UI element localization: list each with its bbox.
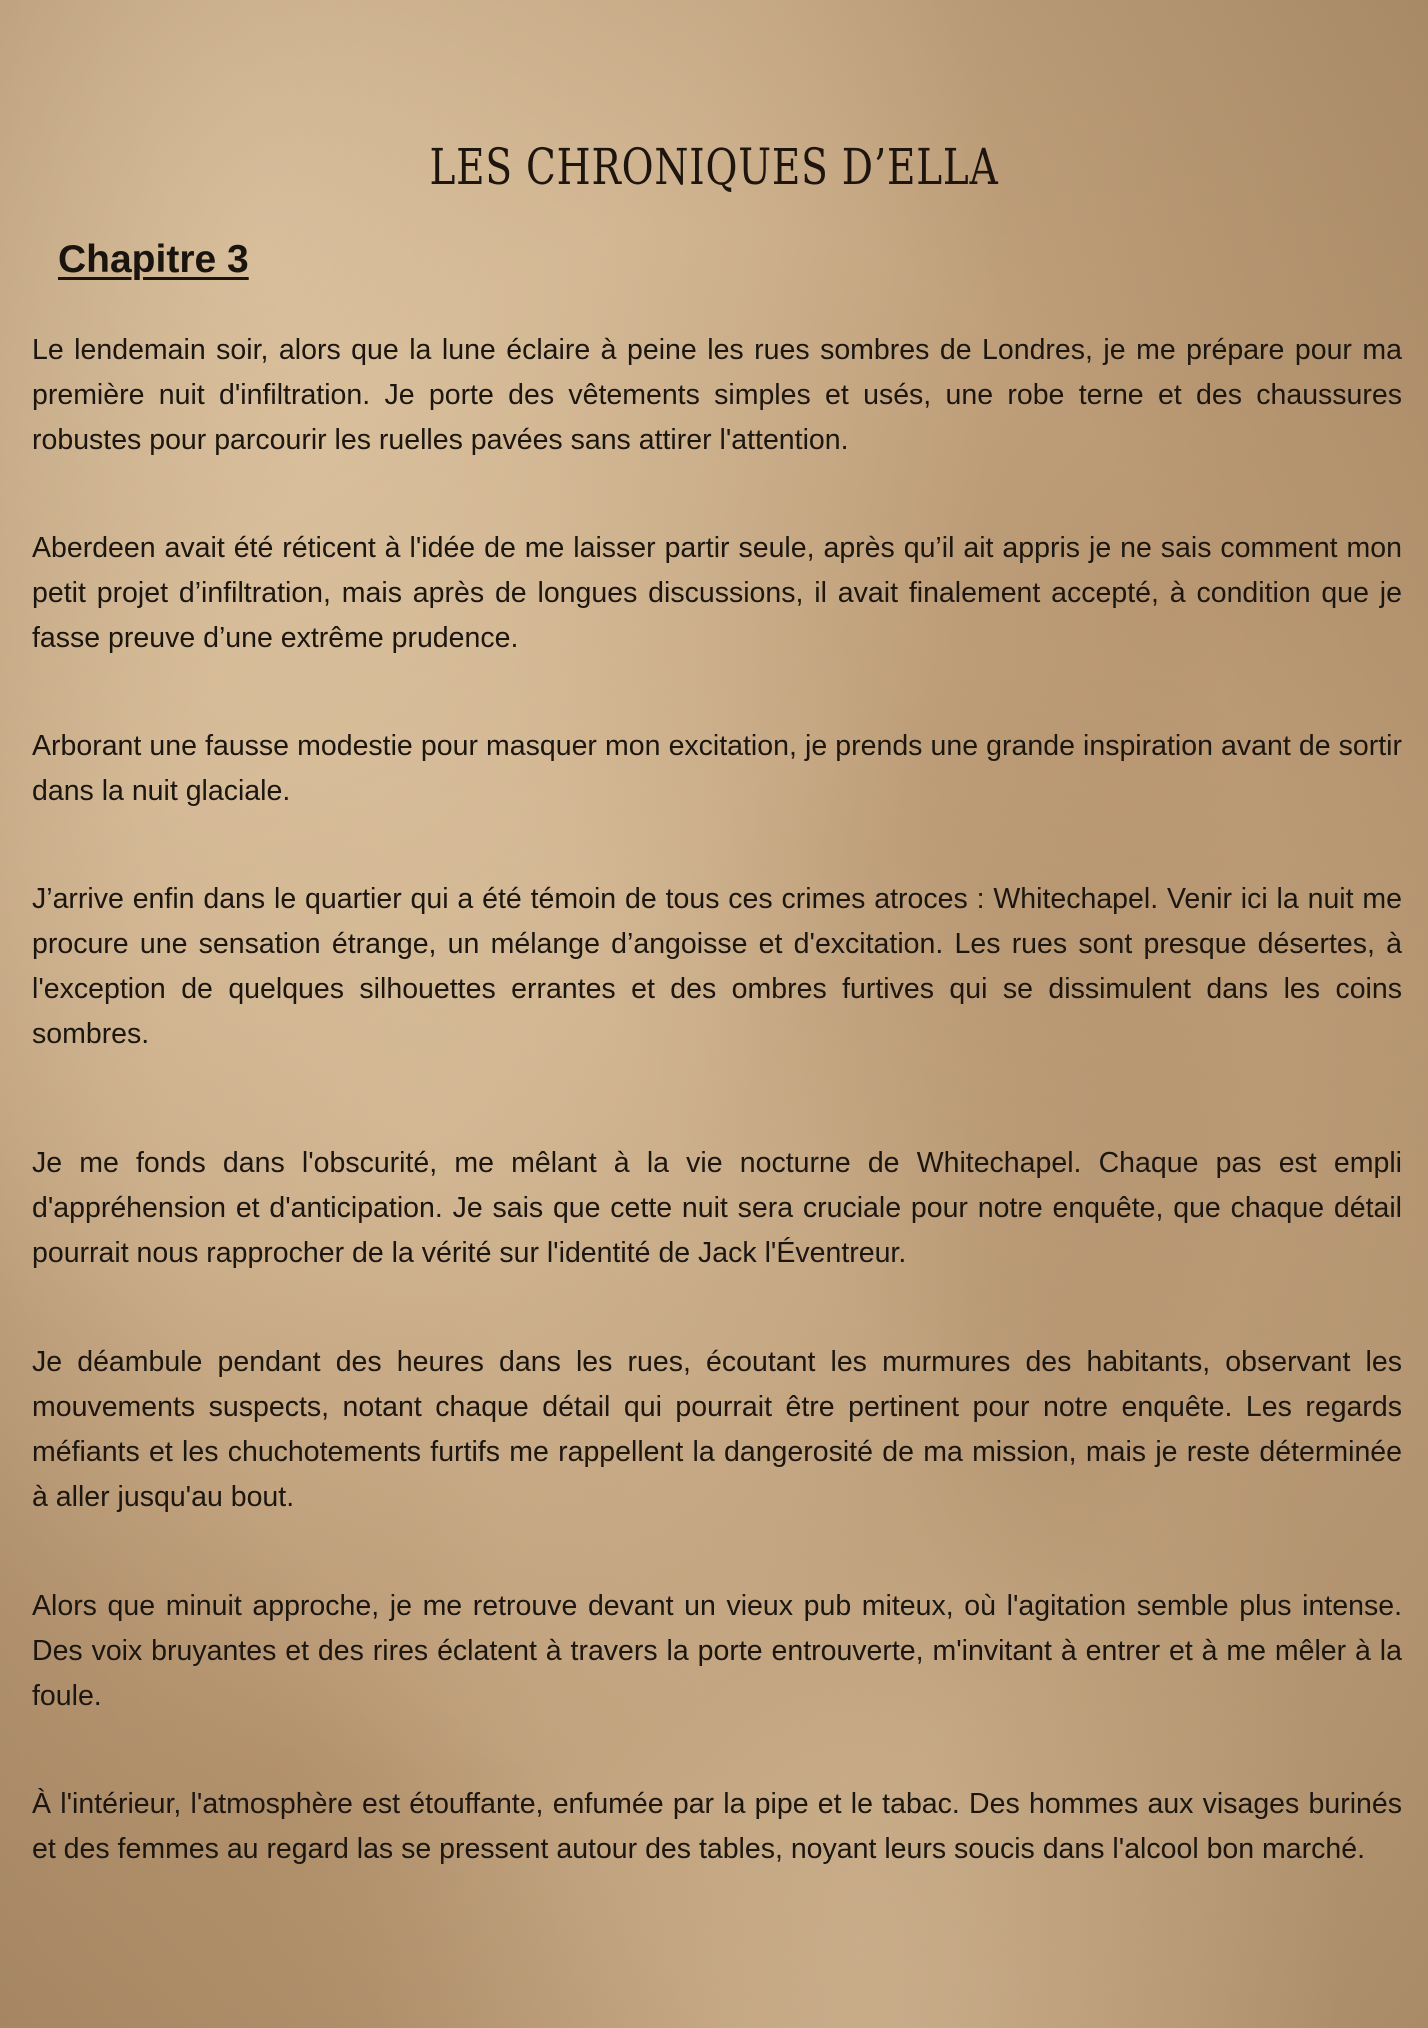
paragraph-3: Arborant une fausse modestie pour masquer mon excitation, je prends une grande inspiration avant de sortir dans la nuit glaciale. — [32, 730, 1402, 807]
paragraph-7: Alors que minuit approche, je me retrouve devant un vieux pub miteux, où l'agitation semble plus intense. Des voix bruyantes et des rires éclatent à travers la porte entrouverte, m'invitant à entrer et à me mêler à la foule. — [32, 1590, 1402, 1712]
paragraph-5: Je me fonds dans l'obscurité, me mêlant à la vie nocturne de Whitechapel. Chaque pas est empli d'appréhension et d'anticipation. Je sais que cette nuit sera cruciale pour notre enquête, que chaque détail pourrait nous rapprocher de la vérité sur l'identité de Jack l'Éventreur. — [32, 1147, 1402, 1269]
paragraph-4: J’arrive enfin dans le quartier qui a été témoin de tous ces crimes atroces : Whitechapel. Venir ici la nuit me procure une sensation étrange, un mélange d’angoisse et d'excitation. Les rues sont presque désertes, à l'exception de quelques silhouettes errantes et des ombres furtives qui se dissimulent dans les coins sombres. — [32, 883, 1402, 1050]
paragraph-6: Je déambule pendant des heures dans les rues, écoutant les murmures des habitants, observant les mouvements suspects, notant chaque détail qui pourrait être pertinent pour notre enquête. Les regards méfiants et les chuchotements furtifs me rappellent la dangerosité de ma mission, mais je reste déterminée à aller jusqu'au bout. — [32, 1346, 1402, 1513]
paragraph-2: Aberdeen avait été réticent à l'idée de me laisser partir seule, après qu’il ait appris je ne sais comment mon petit projet d’infiltration, mais après de longues discussions, il avait finalement accepté, à condition que je fasse preuve d’une extrême prudence. — [32, 532, 1402, 654]
paragraph-8: À l'intérieur, l'atmosphère est étouffante, enfumée par la pipe et le tabac. Des hommes aux visages burinés et des femmes au regard las se pressent autour des tables, noyant leurs soucis dans l'alcool bon marché. — [32, 1788, 1402, 1865]
book-title: LES CHRONIQUES D’ELLA — [429, 138, 999, 196]
chapter-heading: Chapitre 3 — [58, 238, 249, 281]
paragraph-1: Le lendemain soir, alors que la lune éclaire à peine les rues sombres de Londres, je me prépare pour ma première nuit d'infiltration. Je porte des vêtements simples et usés, une robe terne et des chaussures robustes pour parcourir les ruelles pavées sans attirer l'attention. — [32, 334, 1402, 456]
